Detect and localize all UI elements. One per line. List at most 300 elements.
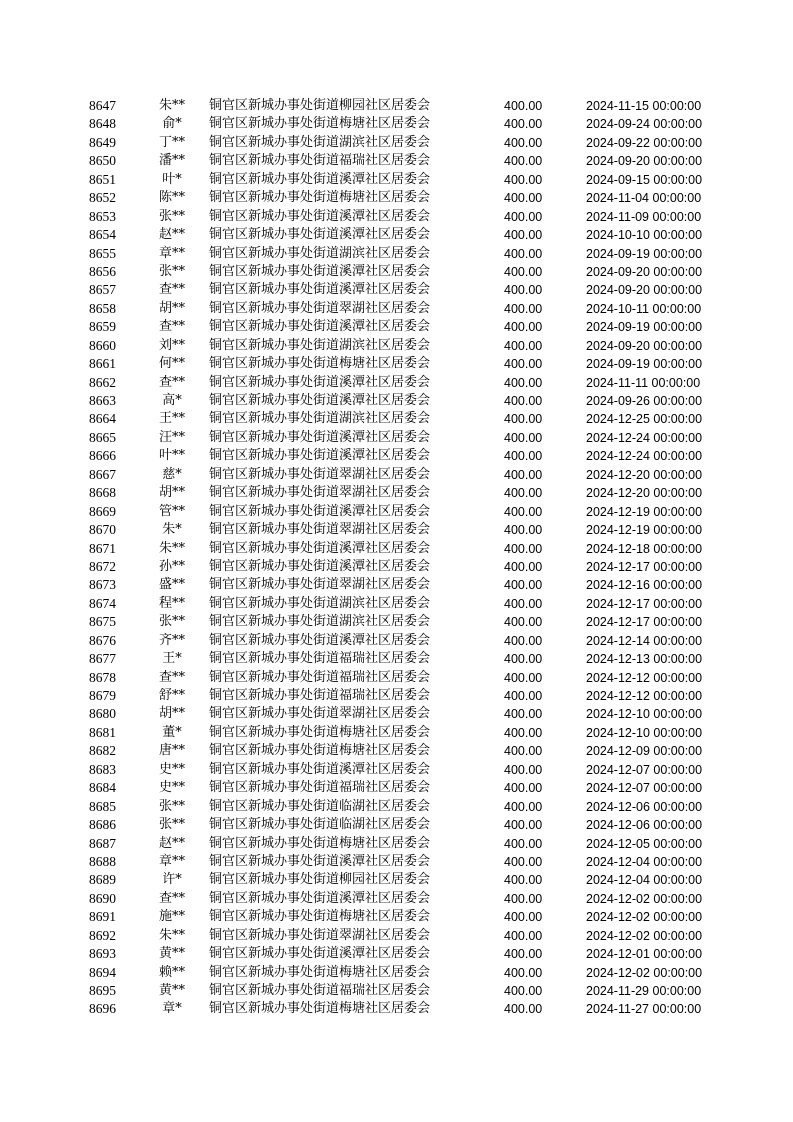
issue-date: 2024-12-02 00:00:00: [586, 928, 703, 943]
community-name: 铜官区新城办事处街道翠湖社区居委会: [209, 577, 431, 593]
community-name: 铜官区新城办事处街道柳园社区居委会: [209, 98, 431, 113]
amount: 400.00: [504, 578, 543, 593]
community-name: 铜官区新城办事处街道溪潭社区居委会: [209, 890, 431, 906]
table-row: [0, 466, 793, 484]
recipient-name: 张**: [158, 208, 185, 224]
community-name: 铜官区新城办事处街道福瑞社区居委会: [209, 780, 431, 796]
issue-date: 2024-12-17 00:00:00: [586, 615, 703, 630]
recipient-name: 汪**: [158, 429, 185, 445]
recipient-name: 潘**: [158, 153, 185, 169]
recipient-name: 张**: [158, 263, 185, 279]
issue-date: 2024-12-20 00:00:00: [586, 486, 703, 501]
row-id: 8671: [89, 540, 116, 556]
issue-date: 2024-12-07 00:00:00: [586, 762, 703, 777]
row-id: 8681: [89, 724, 116, 740]
issue-date: 2024-12-02 00:00:00: [586, 965, 703, 980]
community-name: 铜官区新城办事处街道溪潭社区居委会: [209, 448, 431, 464]
issue-date: 2024-12-20 00:00:00: [586, 467, 703, 482]
row-id: 8649: [89, 134, 116, 150]
amount: 400.00: [504, 394, 543, 408]
table-row: [0, 374, 793, 392]
table-row: [0, 761, 793, 779]
issue-date: 2024-09-20 00:00:00: [586, 338, 703, 353]
table-row: [0, 558, 793, 576]
recipient-name: 黄**: [158, 983, 185, 998]
community-name: 铜官区新城办事处街道溪潭社区居委会: [209, 540, 431, 556]
table-row: [0, 318, 793, 336]
issue-date: 2024-12-10 00:00:00: [586, 725, 703, 740]
recipient-name: 孙**: [158, 558, 185, 574]
recipient-name: 盛**: [158, 577, 185, 593]
community-name: 铜官区新城办事处街道翠湖社区居委会: [209, 522, 431, 538]
row-id: 8663: [89, 393, 116, 408]
issue-date: 2024-09-15 00:00:00: [586, 172, 703, 187]
amount: 400.00: [504, 689, 543, 703]
amount: 400.00: [504, 873, 543, 888]
table-row: [0, 835, 793, 853]
table-row: [0, 908, 793, 926]
community-name: 铜官区新城办事处街道临湖社区居委会: [209, 798, 431, 814]
amount: 400.00: [504, 375, 543, 390]
community-name: 铜官区新城办事处街道临湖社区居委会: [209, 817, 431, 833]
table-row: [0, 429, 793, 447]
amount: 400.00: [504, 172, 543, 187]
issue-date: 2024-09-26 00:00:00: [586, 394, 703, 408]
issue-date: 2024-11-11 00:00:00: [586, 375, 701, 390]
table-row: [0, 152, 793, 170]
recipient-name: 赖**: [158, 964, 185, 980]
amount: 400.00: [504, 486, 543, 501]
issue-date: 2024-12-06 00:00:00: [586, 799, 703, 814]
row-id: 8689: [89, 872, 116, 888]
amount: 400.00: [504, 559, 543, 574]
amount: 400.00: [504, 154, 543, 169]
row-id: 8679: [89, 688, 116, 703]
table-row: [0, 650, 793, 668]
amount: 400.00: [504, 984, 543, 998]
amount: 400.00: [504, 762, 543, 777]
recipient-name: 王**: [158, 411, 185, 427]
issue-date: 2024-09-24 00:00:00: [586, 117, 703, 132]
community-name: 铜官区新城办事处街道湖滨社区居委会: [209, 595, 431, 611]
community-name: 铜官区新城办事处街道梅塘社区居委会: [209, 190, 431, 206]
row-id: 8674: [89, 595, 116, 611]
amount: 400.00: [504, 99, 543, 113]
amount: 400.00: [504, 117, 543, 132]
row-id: 8684: [89, 780, 116, 796]
row-id: 8676: [89, 632, 116, 648]
row-id: 8677: [89, 651, 116, 667]
table-row: [0, 613, 793, 631]
recipient-name: 管**: [158, 503, 185, 519]
recipient-name: 慈*: [162, 466, 182, 482]
issue-date: 2024-12-12 00:00:00: [586, 670, 703, 685]
table-row: [0, 1000, 793, 1018]
table-row: [0, 245, 793, 263]
community-name: 铜官区新城办事处街道湖滨社区居委会: [209, 411, 431, 427]
community-name: 铜官区新城办事处街道福瑞社区居委会: [209, 651, 431, 667]
community-name: 铜官区新城办事处街道梅塘社区居委会: [209, 743, 431, 759]
amount: 400.00: [504, 891, 543, 906]
amount: 400.00: [504, 670, 543, 685]
row-id: 8657: [89, 282, 116, 298]
row-id: 8692: [89, 927, 116, 943]
community-name: 铜官区新城办事处街道溪潭社区居委会: [209, 319, 431, 335]
amount: 400.00: [504, 947, 543, 962]
table-row: [0, 300, 793, 318]
issue-date: 2024-12-04 00:00:00: [586, 854, 703, 869]
recipient-name: 许*: [162, 872, 182, 888]
recipient-name: 黄**: [158, 946, 185, 962]
row-id: 8673: [89, 577, 116, 593]
table-row: [0, 189, 793, 207]
amount: 400.00: [504, 449, 543, 464]
table-row: [0, 576, 793, 594]
issue-date: 2024-11-09 00:00:00: [586, 209, 702, 224]
table-row: [0, 964, 793, 982]
issue-date: 2024-11-27 00:00:00: [586, 1002, 702, 1017]
amount: 400.00: [504, 596, 543, 611]
recipient-name: 刘**: [158, 337, 185, 353]
community-name: 铜官区新城办事处街道湖滨社区居委会: [209, 245, 431, 261]
issue-date: 2024-12-05 00:00:00: [586, 836, 703, 851]
community-name: 铜官区新城办事处街道溪潭社区居委会: [209, 946, 431, 962]
issue-date: 2024-12-19 00:00:00: [586, 523, 703, 538]
table-row: [0, 982, 793, 1000]
table-row: [0, 447, 793, 465]
row-id: 8672: [89, 558, 116, 574]
table-row: [0, 687, 793, 705]
row-id: 8662: [89, 374, 116, 390]
community-name: 铜官区新城办事处街道柳园社区居委会: [209, 872, 431, 888]
recipient-name: 查**: [158, 374, 185, 390]
table-row: [0, 226, 793, 244]
row-id: 8647: [89, 98, 116, 113]
amount: 400.00: [504, 744, 543, 759]
community-name: 铜官区新城办事处街道梅塘社区居委会: [209, 724, 431, 740]
community-name: 铜官区新城办事处街道溪潭社区居委会: [209, 374, 431, 390]
table-row: [0, 115, 793, 133]
table-row: [0, 134, 793, 152]
community-name: 铜官区新城办事处街道湖滨社区居委会: [209, 614, 431, 630]
amount: 400.00: [504, 928, 543, 943]
amount: 400.00: [504, 467, 543, 482]
table-row: [0, 595, 793, 613]
row-id: 8690: [89, 890, 116, 906]
amount: 400.00: [504, 357, 543, 372]
issue-date: 2024-12-24 00:00:00: [586, 430, 703, 445]
recipient-name: 朱**: [158, 927, 185, 943]
row-id: 8675: [89, 614, 116, 630]
row-id: 8693: [89, 946, 116, 962]
community-name: 铜官区新城办事处街道梅塘社区居委会: [209, 964, 431, 980]
recipient-name: 叶**: [158, 448, 185, 464]
recipient-name: 查**: [158, 890, 185, 906]
row-id: 8669: [89, 503, 116, 519]
community-name: 铜官区新城办事处街道梅塘社区居委会: [209, 835, 431, 851]
issue-date: 2024-09-19 00:00:00: [586, 357, 703, 372]
table-row: [0, 779, 793, 797]
community-name: 铜官区新城办事处街道福瑞社区居委会: [209, 688, 431, 703]
row-id: 8666: [89, 448, 116, 464]
community-name: 铜官区新城办事处街道梅塘社区居委会: [209, 1001, 431, 1017]
recipient-name: 施**: [158, 909, 185, 925]
issue-date: 2024-11-29 00:00:00: [586, 984, 702, 998]
community-name: 铜官区新城办事处街道溪潭社区居委会: [209, 282, 431, 298]
table-row: [0, 798, 793, 816]
table-row: [0, 669, 793, 687]
amount: 400.00: [504, 652, 543, 667]
issue-date: 2024-12-13 00:00:00: [586, 652, 703, 667]
recipient-name: 史**: [158, 780, 185, 796]
recipient-name: 赵**: [158, 227, 185, 243]
table-row: [0, 853, 793, 871]
amount: 400.00: [504, 615, 543, 630]
row-id: 8661: [89, 356, 116, 372]
issue-date: 2024-12-10 00:00:00: [586, 707, 703, 722]
amount: 400.00: [504, 541, 543, 556]
amount: 400.00: [504, 264, 543, 279]
row-id: 8691: [89, 909, 116, 925]
table-row: [0, 742, 793, 760]
amount: 400.00: [504, 135, 543, 150]
community-name: 铜官区新城办事处街道翠湖社区居委会: [209, 300, 431, 316]
row-id: 8686: [89, 817, 116, 833]
recipient-name: 高*: [162, 393, 182, 408]
issue-date: 2024-12-06 00:00:00: [586, 818, 703, 833]
recipient-name: 胡**: [158, 485, 185, 501]
recipient-name: 王*: [162, 651, 182, 667]
issue-date: 2024-12-25 00:00:00: [586, 412, 703, 427]
table-row: [0, 337, 793, 355]
amount: 400.00: [504, 246, 543, 261]
amount: 400.00: [504, 430, 543, 445]
row-id: 8648: [89, 116, 116, 132]
issue-date: 2024-12-24 00:00:00: [586, 449, 703, 464]
community-name: 铜官区新城办事处街道溪潭社区居委会: [209, 853, 431, 869]
community-name: 铜官区新城办事处街道溪潭社区居委会: [209, 171, 431, 187]
community-name: 铜官区新城办事处街道梅塘社区居委会: [209, 356, 431, 372]
issue-date: 2024-09-20 00:00:00: [586, 283, 703, 298]
recipient-name: 查**: [158, 319, 185, 335]
table-row: [0, 521, 793, 539]
row-id: 8656: [89, 263, 116, 279]
community-name: 铜官区新城办事处街道溪潭社区居委会: [209, 429, 431, 445]
table-row: [0, 281, 793, 299]
table-row: [0, 927, 793, 945]
row-id: 8668: [89, 485, 116, 501]
row-id: 8651: [89, 171, 116, 187]
recipient-name: 章*: [162, 1001, 182, 1017]
issue-date: 2024-12-02 00:00:00: [586, 891, 703, 906]
table-row: [0, 705, 793, 723]
recipient-name: 胡**: [158, 300, 185, 316]
amount: 400.00: [504, 228, 543, 243]
recipient-name: 查**: [158, 282, 185, 298]
table-row: [0, 632, 793, 650]
recipient-name: 叶*: [162, 171, 182, 187]
community-name: 铜官区新城办事处街道湖滨社区居委会: [209, 134, 431, 150]
row-id: 8682: [89, 743, 116, 759]
recipient-name: 朱*: [162, 522, 182, 538]
row-id: 8688: [89, 853, 116, 869]
community-name: 铜官区新城办事处街道梅塘社区居委会: [209, 909, 431, 925]
row-id: 8683: [89, 761, 116, 777]
row-id: 8680: [89, 706, 116, 722]
row-id: 8667: [89, 466, 116, 482]
table-row: [0, 871, 793, 889]
amount: 400.00: [504, 504, 543, 519]
amount: 400.00: [504, 301, 543, 316]
community-name: 铜官区新城办事处街道溪潭社区居委会: [209, 632, 431, 648]
row-id: 8655: [89, 245, 116, 261]
issue-date: 2024-11-04 00:00:00: [586, 191, 702, 206]
issue-date: 2024-11-15 00:00:00: [586, 99, 702, 113]
row-id: 8652: [89, 190, 116, 206]
amount: 400.00: [504, 320, 543, 335]
amount: 400.00: [504, 209, 543, 224]
issue-date: 2024-12-17 00:00:00: [586, 596, 703, 611]
recipient-name: 章**: [158, 853, 185, 869]
table-row: [0, 484, 793, 502]
community-name: 铜官区新城办事处街道溪潭社区居委会: [209, 263, 431, 279]
recipient-name: 齐**: [158, 632, 185, 648]
community-name: 铜官区新城办事处街道溪潭社区居委会: [209, 393, 431, 408]
community-name: 铜官区新城办事处街道溪潭社区居委会: [209, 503, 431, 519]
community-name: 铜官区新城办事处街道福瑞社区居委会: [209, 669, 431, 685]
issue-date: 2024-09-20 00:00:00: [586, 154, 703, 169]
issue-date: 2024-12-04 00:00:00: [586, 873, 703, 888]
issue-date: 2024-09-19 00:00:00: [586, 320, 703, 335]
recipient-name: 何**: [158, 356, 185, 372]
row-id: 8658: [89, 300, 116, 316]
issue-date: 2024-12-16 00:00:00: [586, 578, 703, 593]
amount: 400.00: [504, 523, 543, 538]
amount: 400.00: [504, 854, 543, 869]
row-id: 8660: [89, 337, 116, 353]
subsidy-table: [0, 97, 793, 1019]
table-row: [0, 208, 793, 226]
recipient-name: 章**: [158, 245, 185, 261]
row-id: 8664: [89, 411, 116, 427]
amount: 400.00: [504, 781, 543, 796]
row-id: 8653: [89, 208, 116, 224]
recipient-name: 舒**: [158, 688, 185, 703]
row-id: 8687: [89, 835, 116, 851]
community-name: 铜官区新城办事处街道翠湖社区居委会: [209, 466, 431, 482]
community-name: 铜官区新城办事处街道翠湖社区居委会: [209, 485, 431, 501]
table-row: [0, 410, 793, 428]
table-row: [0, 503, 793, 521]
issue-date: 2024-10-11 00:00:00: [586, 301, 702, 316]
amount: 400.00: [504, 633, 543, 648]
table-row: [0, 945, 793, 963]
issue-date: 2024-12-09 00:00:00: [586, 744, 703, 759]
recipient-name: 丁**: [158, 134, 185, 150]
issue-date: 2024-12-12 00:00:00: [586, 689, 703, 703]
amount: 400.00: [504, 338, 543, 353]
row-id: 8695: [89, 983, 116, 998]
issue-date: 2024-09-20 00:00:00: [586, 264, 703, 279]
recipient-name: 史**: [158, 761, 185, 777]
issue-date: 2024-09-19 00:00:00: [586, 246, 703, 261]
issue-date: 2024-09-22 00:00:00: [586, 135, 703, 150]
issue-date: 2024-10-10 00:00:00: [586, 228, 703, 243]
community-name: 铜官区新城办事处街道溪潭社区居委会: [209, 558, 431, 574]
community-name: 铜官区新城办事处街道福瑞社区居委会: [209, 983, 431, 998]
amount: 400.00: [504, 965, 543, 980]
recipient-name: 张**: [158, 798, 185, 814]
recipient-name: 程**: [158, 595, 185, 611]
row-id: 8685: [89, 798, 116, 814]
amount: 400.00: [504, 283, 543, 298]
row-id: 8670: [89, 522, 116, 538]
row-id: 8696: [89, 1001, 116, 1017]
table-row: [0, 171, 793, 189]
table-row: [0, 816, 793, 834]
recipient-name: 张**: [158, 614, 185, 630]
amount: 400.00: [504, 707, 543, 722]
amount: 400.00: [504, 799, 543, 814]
community-name: 铜官区新城办事处街道溪潭社区居委会: [209, 761, 431, 777]
recipient-name: 陈**: [158, 190, 185, 206]
table-row: [0, 724, 793, 742]
amount: 400.00: [504, 725, 543, 740]
issue-date: 2024-12-19 00:00:00: [586, 504, 703, 519]
amount: 400.00: [504, 836, 543, 851]
row-id: 8650: [89, 153, 116, 169]
recipient-name: 董*: [162, 724, 182, 740]
issue-date: 2024-12-02 00:00:00: [586, 910, 703, 925]
table-row: [0, 355, 793, 373]
recipient-name: 查**: [158, 669, 185, 685]
table-row: [0, 392, 793, 410]
table-row: [0, 97, 793, 115]
row-id: 8659: [89, 319, 116, 335]
issue-date: 2024-12-07 00:00:00: [586, 781, 703, 796]
community-name: 铜官区新城办事处街道翠湖社区居委会: [209, 927, 431, 943]
community-name: 铜官区新城办事处街道溪潭社区居委会: [209, 208, 431, 224]
table-row: [0, 540, 793, 558]
amount: 400.00: [504, 191, 543, 206]
row-id: 8694: [89, 964, 116, 980]
issue-date: 2024-12-14 00:00:00: [586, 633, 703, 648]
recipient-name: 张**: [158, 817, 185, 833]
issue-date: 2024-12-01 00:00:00: [586, 947, 703, 962]
row-id: 8654: [89, 227, 116, 243]
table-row: [0, 263, 793, 281]
recipient-name: 俞*: [162, 116, 182, 132]
amount: 400.00: [504, 818, 543, 833]
recipient-name: 朱**: [158, 98, 185, 113]
issue-date: 2024-12-17 00:00:00: [586, 559, 703, 574]
issue-date: 2024-12-18 00:00:00: [586, 541, 703, 556]
recipient-name: 朱**: [158, 540, 185, 556]
row-id: 8665: [89, 429, 116, 445]
recipient-name: 胡**: [158, 706, 185, 722]
community-name: 铜官区新城办事处街道湖滨社区居委会: [209, 337, 431, 353]
amount: 400.00: [504, 1002, 543, 1017]
row-id: 8678: [89, 669, 116, 685]
recipient-name: 赵**: [158, 835, 185, 851]
community-name: 铜官区新城办事处街道梅塘社区居委会: [209, 116, 431, 132]
community-name: 铜官区新城办事处街道溪潭社区居委会: [209, 227, 431, 243]
community-name: 铜官区新城办事处街道福瑞社区居委会: [209, 153, 431, 169]
recipient-name: 唐**: [158, 743, 185, 759]
community-name: 铜官区新城办事处街道翠湖社区居委会: [209, 706, 431, 722]
table-row: [0, 890, 793, 908]
amount: 400.00: [504, 910, 543, 925]
